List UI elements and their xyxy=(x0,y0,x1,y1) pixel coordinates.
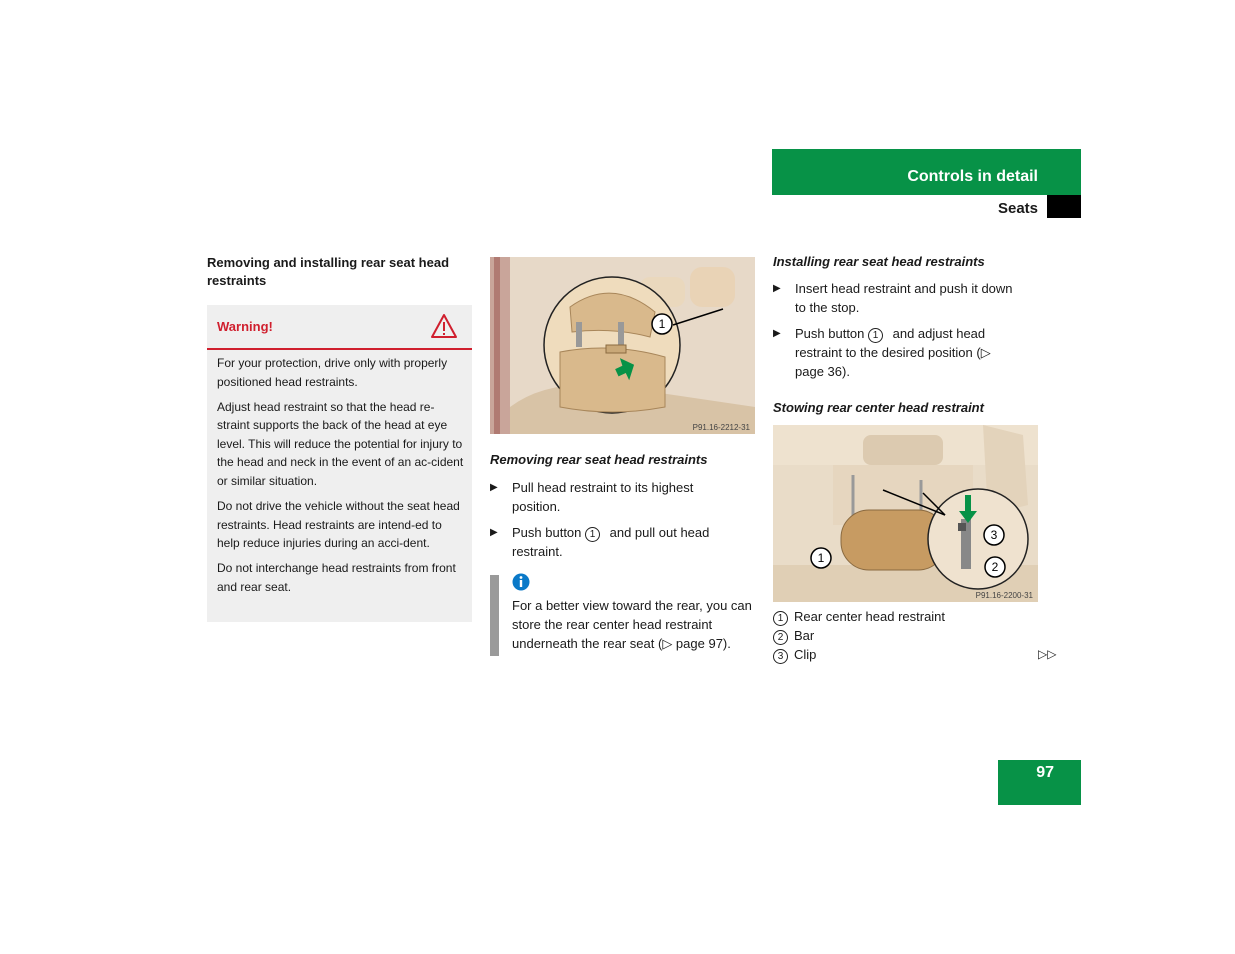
subsection-title: Seats xyxy=(997,200,1038,217)
step-text: and pull out head restraint. xyxy=(512,525,710,559)
legend-item xyxy=(773,645,1063,664)
warning-text xyxy=(217,354,467,603)
warning-paragraph: Do not interchange head restraints from front and rear seat. xyxy=(217,561,456,595)
legend-label: Rear center head restraint xyxy=(794,609,946,624)
step-item xyxy=(490,478,740,516)
installing-steps xyxy=(773,279,1023,388)
subsection-tab xyxy=(1047,195,1081,218)
legend-label: Clip xyxy=(794,647,817,662)
step-item xyxy=(773,324,1023,381)
removing-heading: Removing rear seat head restraints xyxy=(490,452,708,467)
section-heading: Removing and installing rear seat head restraints xyxy=(207,255,450,288)
step-text: and adjust head restraint to the desired position (▷ page 36). xyxy=(795,326,991,379)
image-callout: 1 xyxy=(817,551,825,565)
step-bullet-icon: ▶ xyxy=(490,527,498,538)
warning-divider xyxy=(207,348,472,350)
rear-head-restraint-photo xyxy=(490,257,755,434)
image-callout: 2 xyxy=(991,560,999,574)
continued-marker: ▷▷ xyxy=(1038,647,1057,661)
step-text: Pull head restraint to its highest position. xyxy=(512,480,694,514)
step-text: Insert head restraint and push it down to the stop. xyxy=(795,281,1013,315)
image-callout: 3 xyxy=(990,528,998,542)
warning-triangle-icon xyxy=(430,313,458,339)
step-item xyxy=(773,279,1023,317)
legend-item xyxy=(773,607,1063,626)
callout-number: 1 xyxy=(773,611,788,626)
removing-steps xyxy=(490,478,740,568)
warning-paragraph: Do not drive the vehicle without the seat head restraints. Head restraints are intend-ed to help reduce injuries during an acci-dent. xyxy=(217,499,460,551)
info-icon xyxy=(512,573,530,591)
step-bullet-icon: ▶ xyxy=(490,482,498,493)
image-callout: 1 xyxy=(658,317,666,331)
step-bullet-icon: ▶ xyxy=(773,283,781,294)
info-bar xyxy=(490,575,499,656)
callout-number: 3 xyxy=(773,649,788,664)
section-title: Controls in detail xyxy=(907,168,1038,185)
warning-title: Warning! xyxy=(217,319,273,334)
image-code: P91.16-2212-31 xyxy=(692,423,750,432)
info-text: For a better view toward the rear, you can store the rear center head restraint underneath the rear seat (▷ page 97). xyxy=(512,598,752,651)
legend-label: Bar xyxy=(794,628,815,643)
installing-heading: Installing rear seat head restraints xyxy=(773,254,985,269)
step-item xyxy=(490,523,740,561)
legend-item xyxy=(773,626,1063,645)
image-code: P91.16-2200-31 xyxy=(975,591,1033,600)
step-text: Push button xyxy=(512,525,585,540)
image-legend xyxy=(773,607,1063,664)
callout-number: 2 xyxy=(773,630,788,645)
stowed-head-restraint-photo xyxy=(773,425,1038,602)
step-bullet-icon: ▶ xyxy=(773,328,781,339)
page-number: 97 xyxy=(1036,764,1054,781)
callout-number: 1 xyxy=(585,527,600,542)
warning-paragraph: Adjust head restraint so that the head re-straint supports the back of the head at eye level. This will reduce the potential for injury to the head and neck in the event of an ac-cident or similar situation. xyxy=(217,399,464,489)
stowing-heading: Stowing rear center head restraint xyxy=(773,400,984,415)
warning-paragraph: For your protection, drive only with properly positioned head restraints. xyxy=(217,356,448,389)
step-text: Push button xyxy=(795,326,868,341)
callout-number: 1 xyxy=(868,328,883,343)
